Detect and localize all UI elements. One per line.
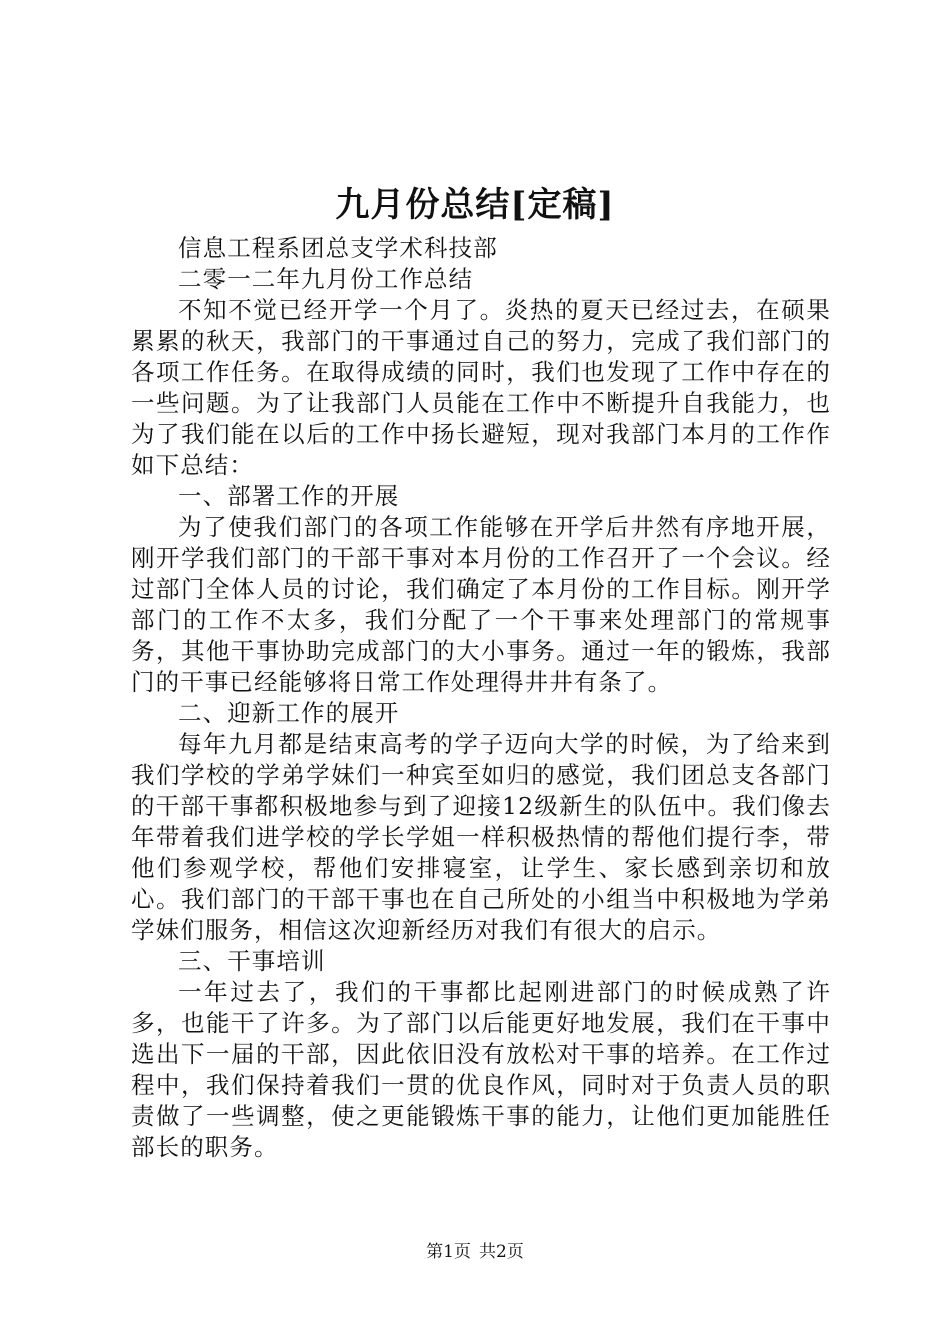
section-heading-3: 三、干事培训 [178, 947, 326, 975]
department-line: 信息工程系团总支学术科技部 [178, 234, 498, 262]
section-2-paragraph: 每年九月都是结束高考的学子迈向大学的时候，为了给来到我们学校的学弟学妹们一种宾至如归的感觉，我们团总支各部门的干部干事都积极地参与到了迎接12级新生的队伍中。我们像去年带着我们进学校的学长学姐一样积极热情的帮他们提行李，带他们参观学校，帮他们安排寝室，让学生、家长感到亲切和放心。我们部门的干部干事也在自己所处的小组当中积极地为学弟学妹们服务，相信这次迎新经历对我们有很大的启示。 [131, 730, 831, 944]
section-heading-1: 一、部署工作的开展 [178, 482, 400, 510]
page-number-current: 第1页 [426, 1242, 471, 1262]
document-body [131, 233, 831, 1163]
section-heading-2: 二、迎新工作的展开 [178, 699, 400, 727]
document-title: 九月份总结[定稿] [335, 185, 615, 225]
section-1-paragraph: 为了使我们部门的各项工作能够在开学后井然有序地开展，刚开学我们部门的干部干事对本月份的工作召开了一个会议。经过部门全体人员的讨论，我们确定了本月份的工作目标。刚开学部门的工作不太多，我们分配了一个干事来处理部门的常规事务，其他干事协助完成部门的大小事务。通过一年的锻炼，我部门的干事已经能够将日常工作处理得井井有条了。 [131, 513, 831, 696]
report-subtitle: 二零一二年九月份工作总结 [178, 265, 474, 293]
page-number-total: 共2页 [479, 1242, 524, 1262]
section-3-paragraph: 一年过去了，我们的干事都比起刚进部门的时候成熟了许多，也能干了许多。为了部门以后能更好地发展，我们在干事中选出下一届的干部，因此依旧没有放松对干事的培养。在工作过程中，我们保持着我们一贯的优良作风，同时对于负责人员的职责做了一些调整，使之更能锻炼干事的能力，让他们更加能胜任部长的职务。 [131, 978, 831, 1161]
page-footer [0, 1241, 950, 1263]
intro-paragraph: 不知不觉已经开学一个月了。炎热的夏天已经过去，在硕果累累的秋天，我部门的干事通过自己的努力，完成了我们部门的各项工作任务。在取得成绩的同时，我们也发现了工作中存在的一些问题。为了让我部门人员能在工作中不断提升自我能力，也为了我们能在以后的工作中扬长避短，现对我部门本月的工作作如下总结： [131, 296, 831, 479]
